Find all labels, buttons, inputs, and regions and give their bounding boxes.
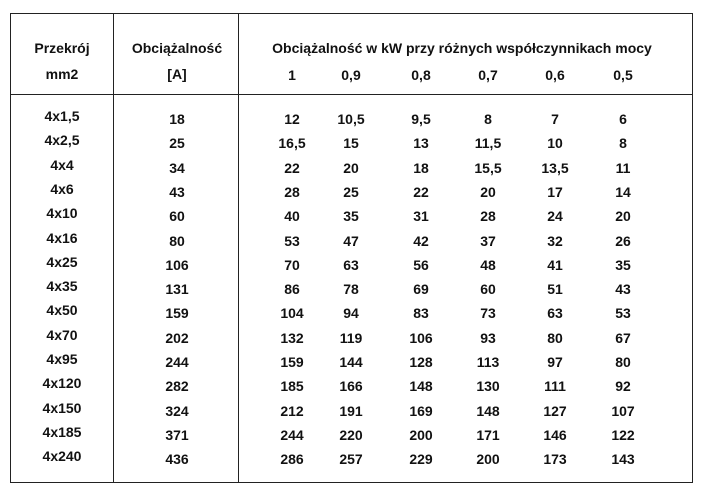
kw-value-cell: 53	[615, 305, 631, 322]
kw-value-cell: 51	[547, 281, 563, 298]
kw-value-cell: 73	[480, 305, 496, 322]
kw-value-cell: 200	[476, 451, 500, 468]
header-power-factor: 0,8	[411, 67, 431, 83]
kw-value-cell: 22	[413, 183, 429, 200]
load-amps-cell: 18	[169, 111, 185, 127]
header-section-line2: mm2	[45, 66, 79, 82]
kw-value-cell: 132	[280, 329, 304, 346]
load-amps-cell: 60	[169, 208, 185, 225]
kw-value-cell: 53	[284, 232, 300, 249]
kw-value-cell: 106	[409, 329, 433, 346]
cross-section-cell: 4x25	[46, 253, 78, 270]
kw-value-cell: 8	[619, 135, 627, 152]
column-divider-load	[238, 13, 239, 483]
kw-value-cell: 10	[547, 135, 563, 152]
kw-value-cell: 22	[284, 159, 300, 176]
kw-value-cell: 173	[543, 451, 567, 468]
kw-value-cell: 146	[543, 426, 567, 443]
kw-value-cell: 25	[343, 183, 359, 200]
kw-value-cell: 212	[280, 402, 304, 419]
kw-value-cell: 16,5	[278, 135, 306, 152]
column-divider-section	[113, 13, 114, 483]
kw-value-cell: 56	[413, 256, 429, 273]
header-section-line1: Przekrój	[34, 40, 90, 56]
kw-value-cell: 94	[343, 305, 359, 322]
kw-value-cell: 166	[339, 378, 363, 395]
kw-value-cell: 13	[413, 135, 429, 152]
kw-value-cell: 11,5	[474, 135, 502, 152]
kw-value-cell: 35	[615, 256, 631, 273]
kw-value-cell: 220	[339, 426, 363, 443]
kw-value-cell: 67	[615, 329, 631, 346]
kw-value-cell: 191	[339, 402, 363, 419]
cross-section-cell: 4x16	[46, 229, 78, 246]
kw-value-cell: 13,5	[541, 159, 569, 176]
kw-value-cell: 10,5	[337, 111, 365, 127]
kw-value-cell: 15,5	[474, 159, 502, 176]
kw-value-cell: 97	[547, 354, 563, 370]
kw-value-cell: 26	[615, 232, 631, 249]
kw-value-cell: 20	[343, 159, 359, 176]
kw-value-cell: 122	[611, 426, 635, 443]
load-amps-cell: 43	[169, 183, 185, 200]
kw-value-cell: 9,5	[411, 111, 431, 127]
kw-value-cell: 148	[409, 378, 433, 395]
load-amps-cell: 131	[165, 281, 189, 298]
load-amps-cell: 106	[165, 256, 189, 273]
cross-section-cell: 4x120	[42, 375, 82, 392]
load-amps-cell: 80	[169, 232, 185, 249]
kw-value-cell: 63	[547, 305, 563, 322]
kw-value-cell: 28	[284, 183, 300, 200]
header-power-factor: 0,9	[341, 67, 361, 83]
load-amps-cell: 159	[165, 305, 189, 322]
header-power-factor: 0,7	[478, 67, 498, 83]
header-load-line2: [A]	[167, 66, 187, 82]
kw-value-cell: 92	[615, 378, 631, 395]
kw-value-cell: 14	[615, 183, 631, 200]
kw-value-cell: 80	[547, 329, 563, 346]
kw-value-cell: 41	[547, 256, 563, 273]
cross-section-cell: 4x70	[46, 326, 78, 343]
kw-value-cell: 119	[339, 329, 363, 346]
cross-section-cell: 4x6	[50, 180, 74, 197]
kw-value-cell: 200	[409, 426, 433, 443]
kw-value-cell: 229	[409, 451, 433, 468]
kw-value-cell: 83	[413, 305, 429, 322]
cross-section-cell: 4x2,5	[44, 132, 80, 149]
kw-value-cell: 43	[615, 281, 631, 298]
kw-value-cell: 128	[409, 354, 433, 370]
load-amps-cell: 371	[165, 426, 189, 443]
header-power-factor: 0,6	[545, 67, 565, 83]
kw-value-cell: 143	[611, 451, 635, 468]
load-amps-cell: 25	[169, 135, 185, 152]
load-amps-cell: 324	[165, 402, 189, 419]
kw-value-cell: 35	[343, 208, 359, 225]
kw-value-cell: 70	[284, 256, 300, 273]
kw-value-cell: 60	[480, 281, 496, 298]
cross-section-cell: 4x185	[42, 423, 82, 440]
kw-value-cell: 286	[280, 451, 304, 468]
kw-value-cell: 104	[280, 305, 304, 322]
kw-value-cell: 20	[480, 183, 496, 200]
kw-value-cell: 63	[343, 256, 359, 273]
kw-value-cell: 93	[480, 329, 496, 346]
kw-value-cell: 127	[543, 402, 567, 419]
cross-section-cell: 4x35	[46, 278, 78, 295]
load-amps-cell: 244	[165, 354, 189, 370]
kw-value-cell: 48	[480, 256, 496, 273]
kw-value-cell: 130	[476, 378, 500, 395]
cross-section-cell: 4x50	[46, 302, 78, 319]
kw-value-cell: 37	[480, 232, 496, 249]
kw-value-cell: 107	[611, 402, 635, 419]
cross-section-cell: 4x240	[42, 448, 82, 465]
kw-value-cell: 244	[280, 426, 304, 443]
kw-value-cell: 6	[619, 111, 627, 127]
header-power-factor: 0,5	[613, 67, 633, 83]
cross-section-cell: 4x10	[46, 205, 78, 222]
load-amps-cell: 282	[165, 378, 189, 395]
cross-section-cell: 4x95	[46, 351, 78, 367]
load-amps-cell: 34	[169, 159, 185, 176]
kw-value-cell: 80	[615, 354, 631, 370]
header-power-factor: 1	[288, 67, 296, 83]
kw-value-cell: 17	[547, 183, 563, 200]
kw-value-cell: 111	[544, 378, 566, 395]
kw-value-cell: 78	[343, 281, 359, 298]
cross-section-cell: 4x4	[50, 156, 74, 173]
kw-value-cell: 171	[476, 426, 500, 443]
load-amps-cell: 436	[165, 451, 189, 468]
kw-value-cell: 40	[284, 208, 300, 225]
cross-section-cell: 4x150	[42, 399, 82, 416]
kw-value-cell: 20	[615, 208, 631, 225]
kw-value-cell: 86	[284, 281, 300, 298]
cross-section-cell: 4x1,5	[44, 108, 80, 124]
load-amps-cell: 202	[165, 329, 189, 346]
kw-value-cell: 185	[280, 378, 304, 395]
kw-value-cell: 148	[476, 402, 500, 419]
kw-value-cell: 31	[413, 208, 429, 225]
kw-value-cell: 113	[476, 354, 500, 370]
kw-value-cell: 169	[409, 402, 433, 419]
kw-value-cell: 24	[547, 208, 563, 225]
kw-value-cell: 11	[615, 159, 631, 176]
kw-value-cell: 12	[284, 111, 300, 127]
kw-value-cell: 32	[547, 232, 563, 249]
header-load-line1: Obciążalność	[131, 40, 223, 56]
kw-value-cell: 159	[280, 354, 304, 370]
kw-value-cell: 8	[484, 111, 492, 127]
header-power-title: Obciążalność w kW przy różnych współczynnikach mocy	[272, 40, 652, 56]
kw-value-cell: 42	[413, 232, 429, 249]
kw-value-cell: 47	[343, 232, 359, 249]
kw-value-cell: 18	[413, 159, 429, 176]
kw-value-cell: 7	[551, 111, 559, 127]
kw-value-cell: 28	[480, 208, 496, 225]
kw-value-cell: 257	[339, 451, 363, 468]
kw-value-cell: 69	[413, 281, 429, 298]
kw-value-cell: 144	[339, 354, 363, 370]
kw-value-cell: 15	[343, 135, 359, 152]
